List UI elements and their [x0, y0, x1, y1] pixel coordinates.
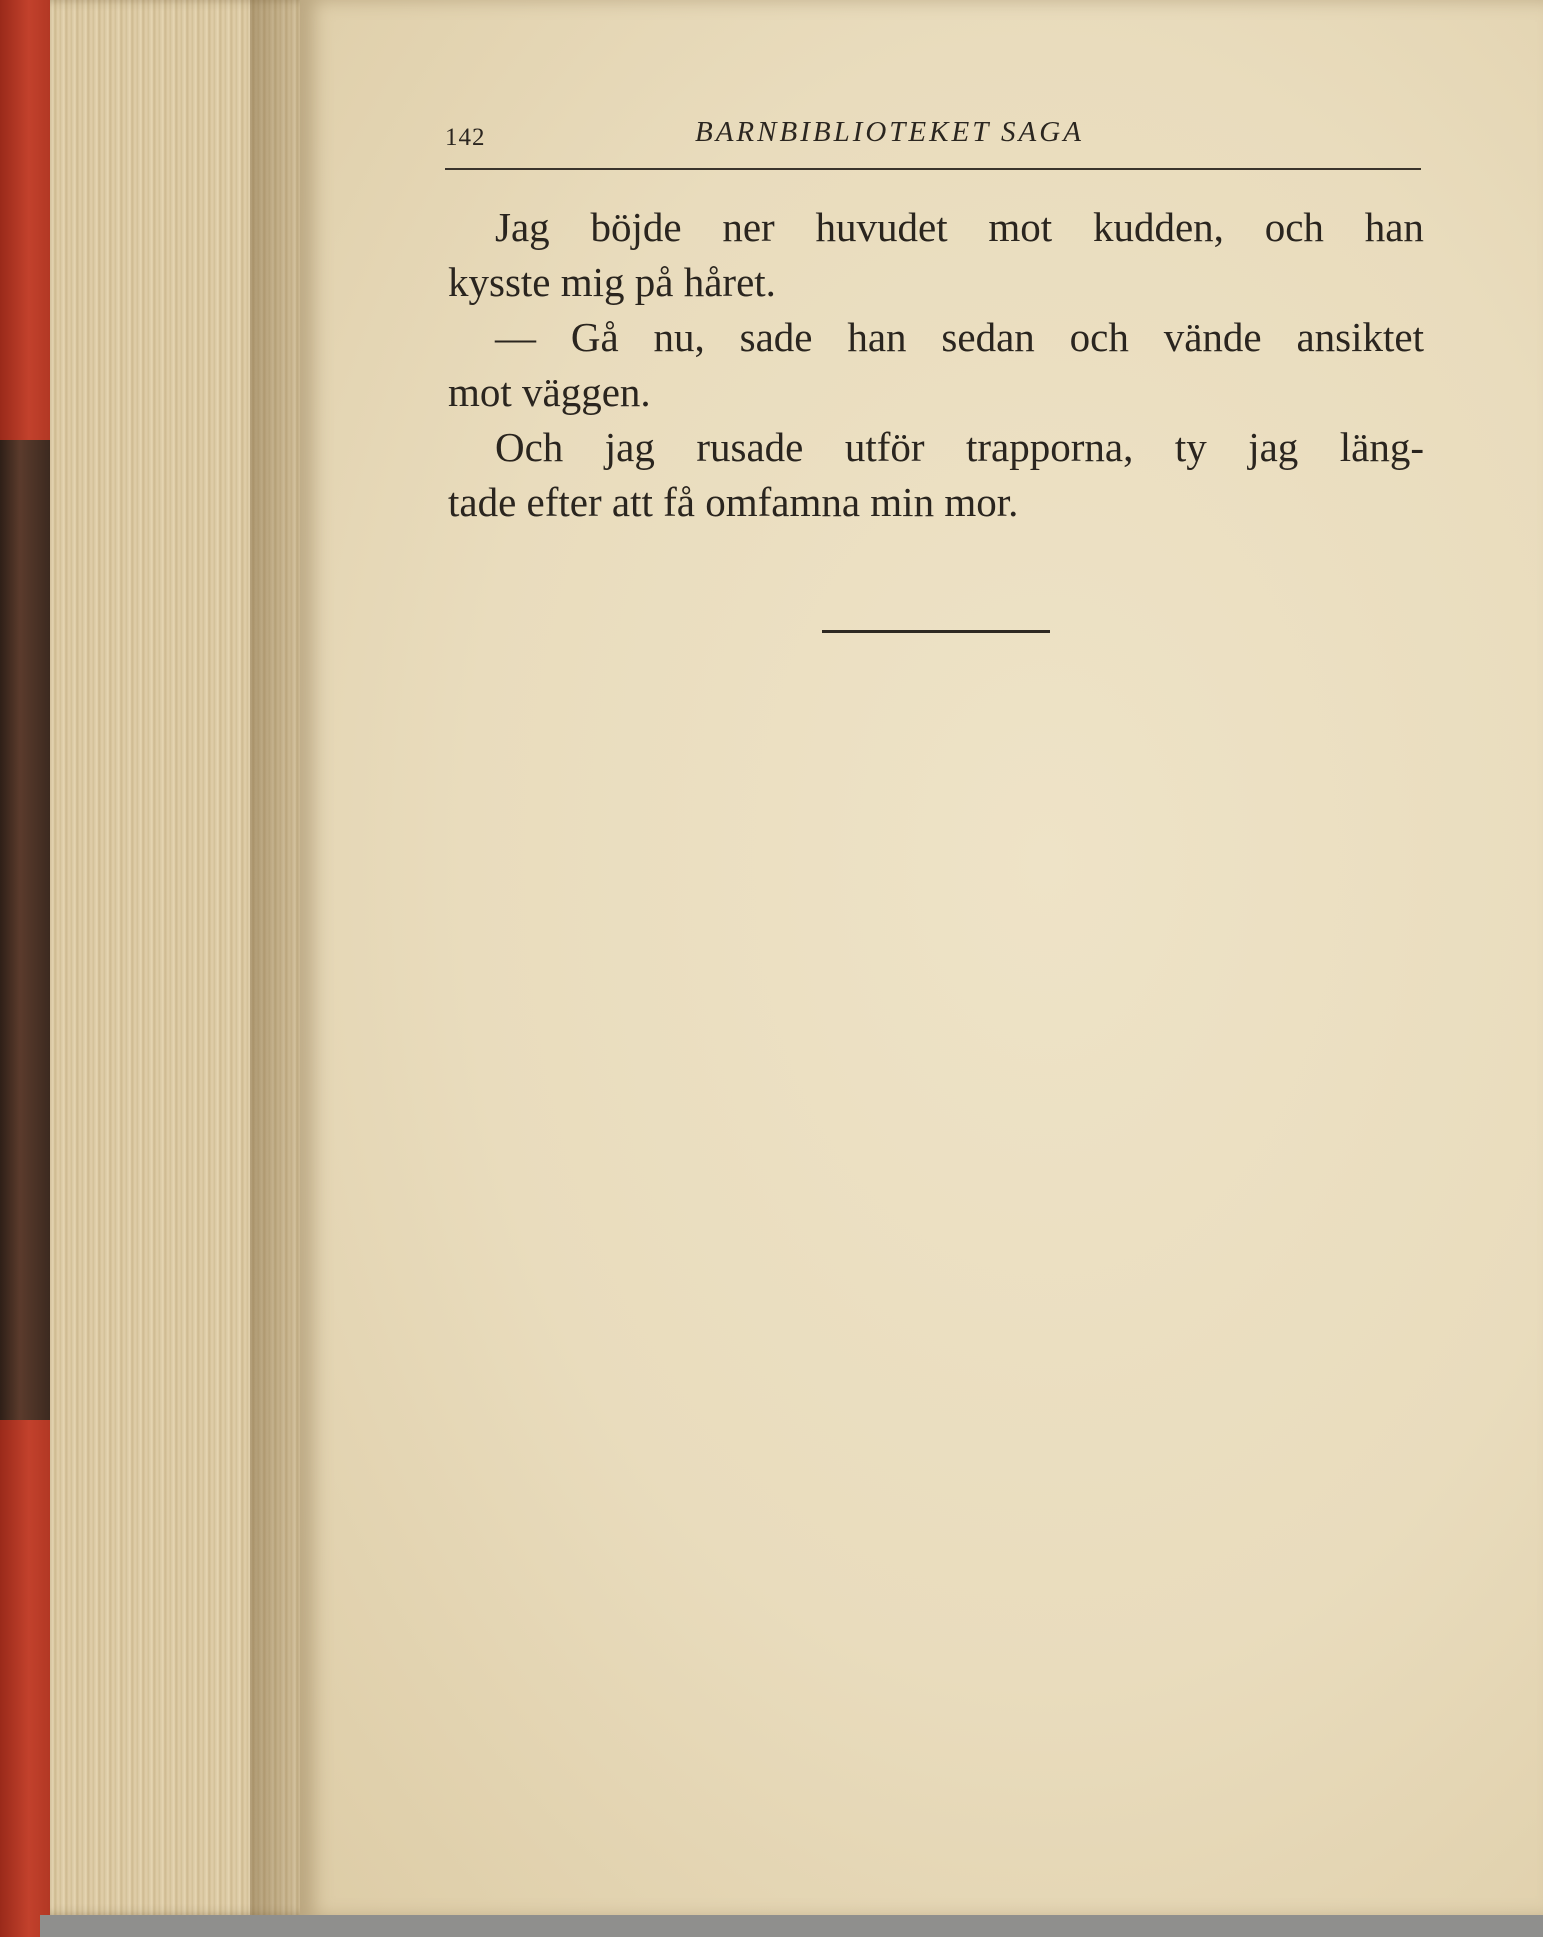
- section-end-rule: [822, 630, 1050, 633]
- word: och: [1264, 204, 1324, 250]
- text-line-5: [448, 420, 1424, 475]
- page-number: 142: [445, 124, 486, 151]
- word: och: [1069, 314, 1129, 360]
- word: ner: [722, 204, 775, 250]
- text-line-2: kysste mig på håret.: [448, 259, 776, 305]
- word: jag: [604, 424, 655, 470]
- word: Gå: [570, 314, 619, 360]
- text-line-3: [448, 310, 1424, 365]
- word: Och: [495, 424, 564, 470]
- word: vände: [1163, 314, 1262, 360]
- word: rusade: [696, 424, 804, 470]
- word: —: [495, 314, 536, 360]
- scan-background-bottom: [40, 1915, 1543, 1937]
- word: sade: [739, 314, 813, 360]
- book-spine-leather: [0, 440, 50, 1420]
- word: huvudet: [815, 204, 948, 250]
- text-line-1: [448, 200, 1424, 255]
- text-line-4: mot väggen.: [448, 369, 651, 415]
- body-text: [448, 200, 1424, 530]
- word: mot: [988, 204, 1053, 250]
- running-title: BARNBIBLIOTEKET SAGA: [695, 116, 1084, 148]
- word: jag: [1248, 424, 1299, 470]
- word: trapporna,: [966, 424, 1134, 470]
- running-header: [445, 116, 1423, 170]
- word: Jag: [495, 204, 550, 250]
- word: utför: [844, 424, 925, 470]
- word: nu,: [653, 314, 705, 360]
- text-line-6: tade efter att få omfamna min mor.: [448, 479, 1019, 525]
- word: han: [1364, 204, 1424, 250]
- header-rule: [445, 168, 1421, 170]
- word: ty: [1174, 424, 1207, 470]
- word: böjde: [590, 204, 682, 250]
- word: läng-: [1339, 424, 1424, 470]
- word: kudden,: [1092, 204, 1224, 250]
- word: sedan: [941, 314, 1035, 360]
- word: ansiktet: [1296, 314, 1424, 360]
- word: han: [847, 314, 907, 360]
